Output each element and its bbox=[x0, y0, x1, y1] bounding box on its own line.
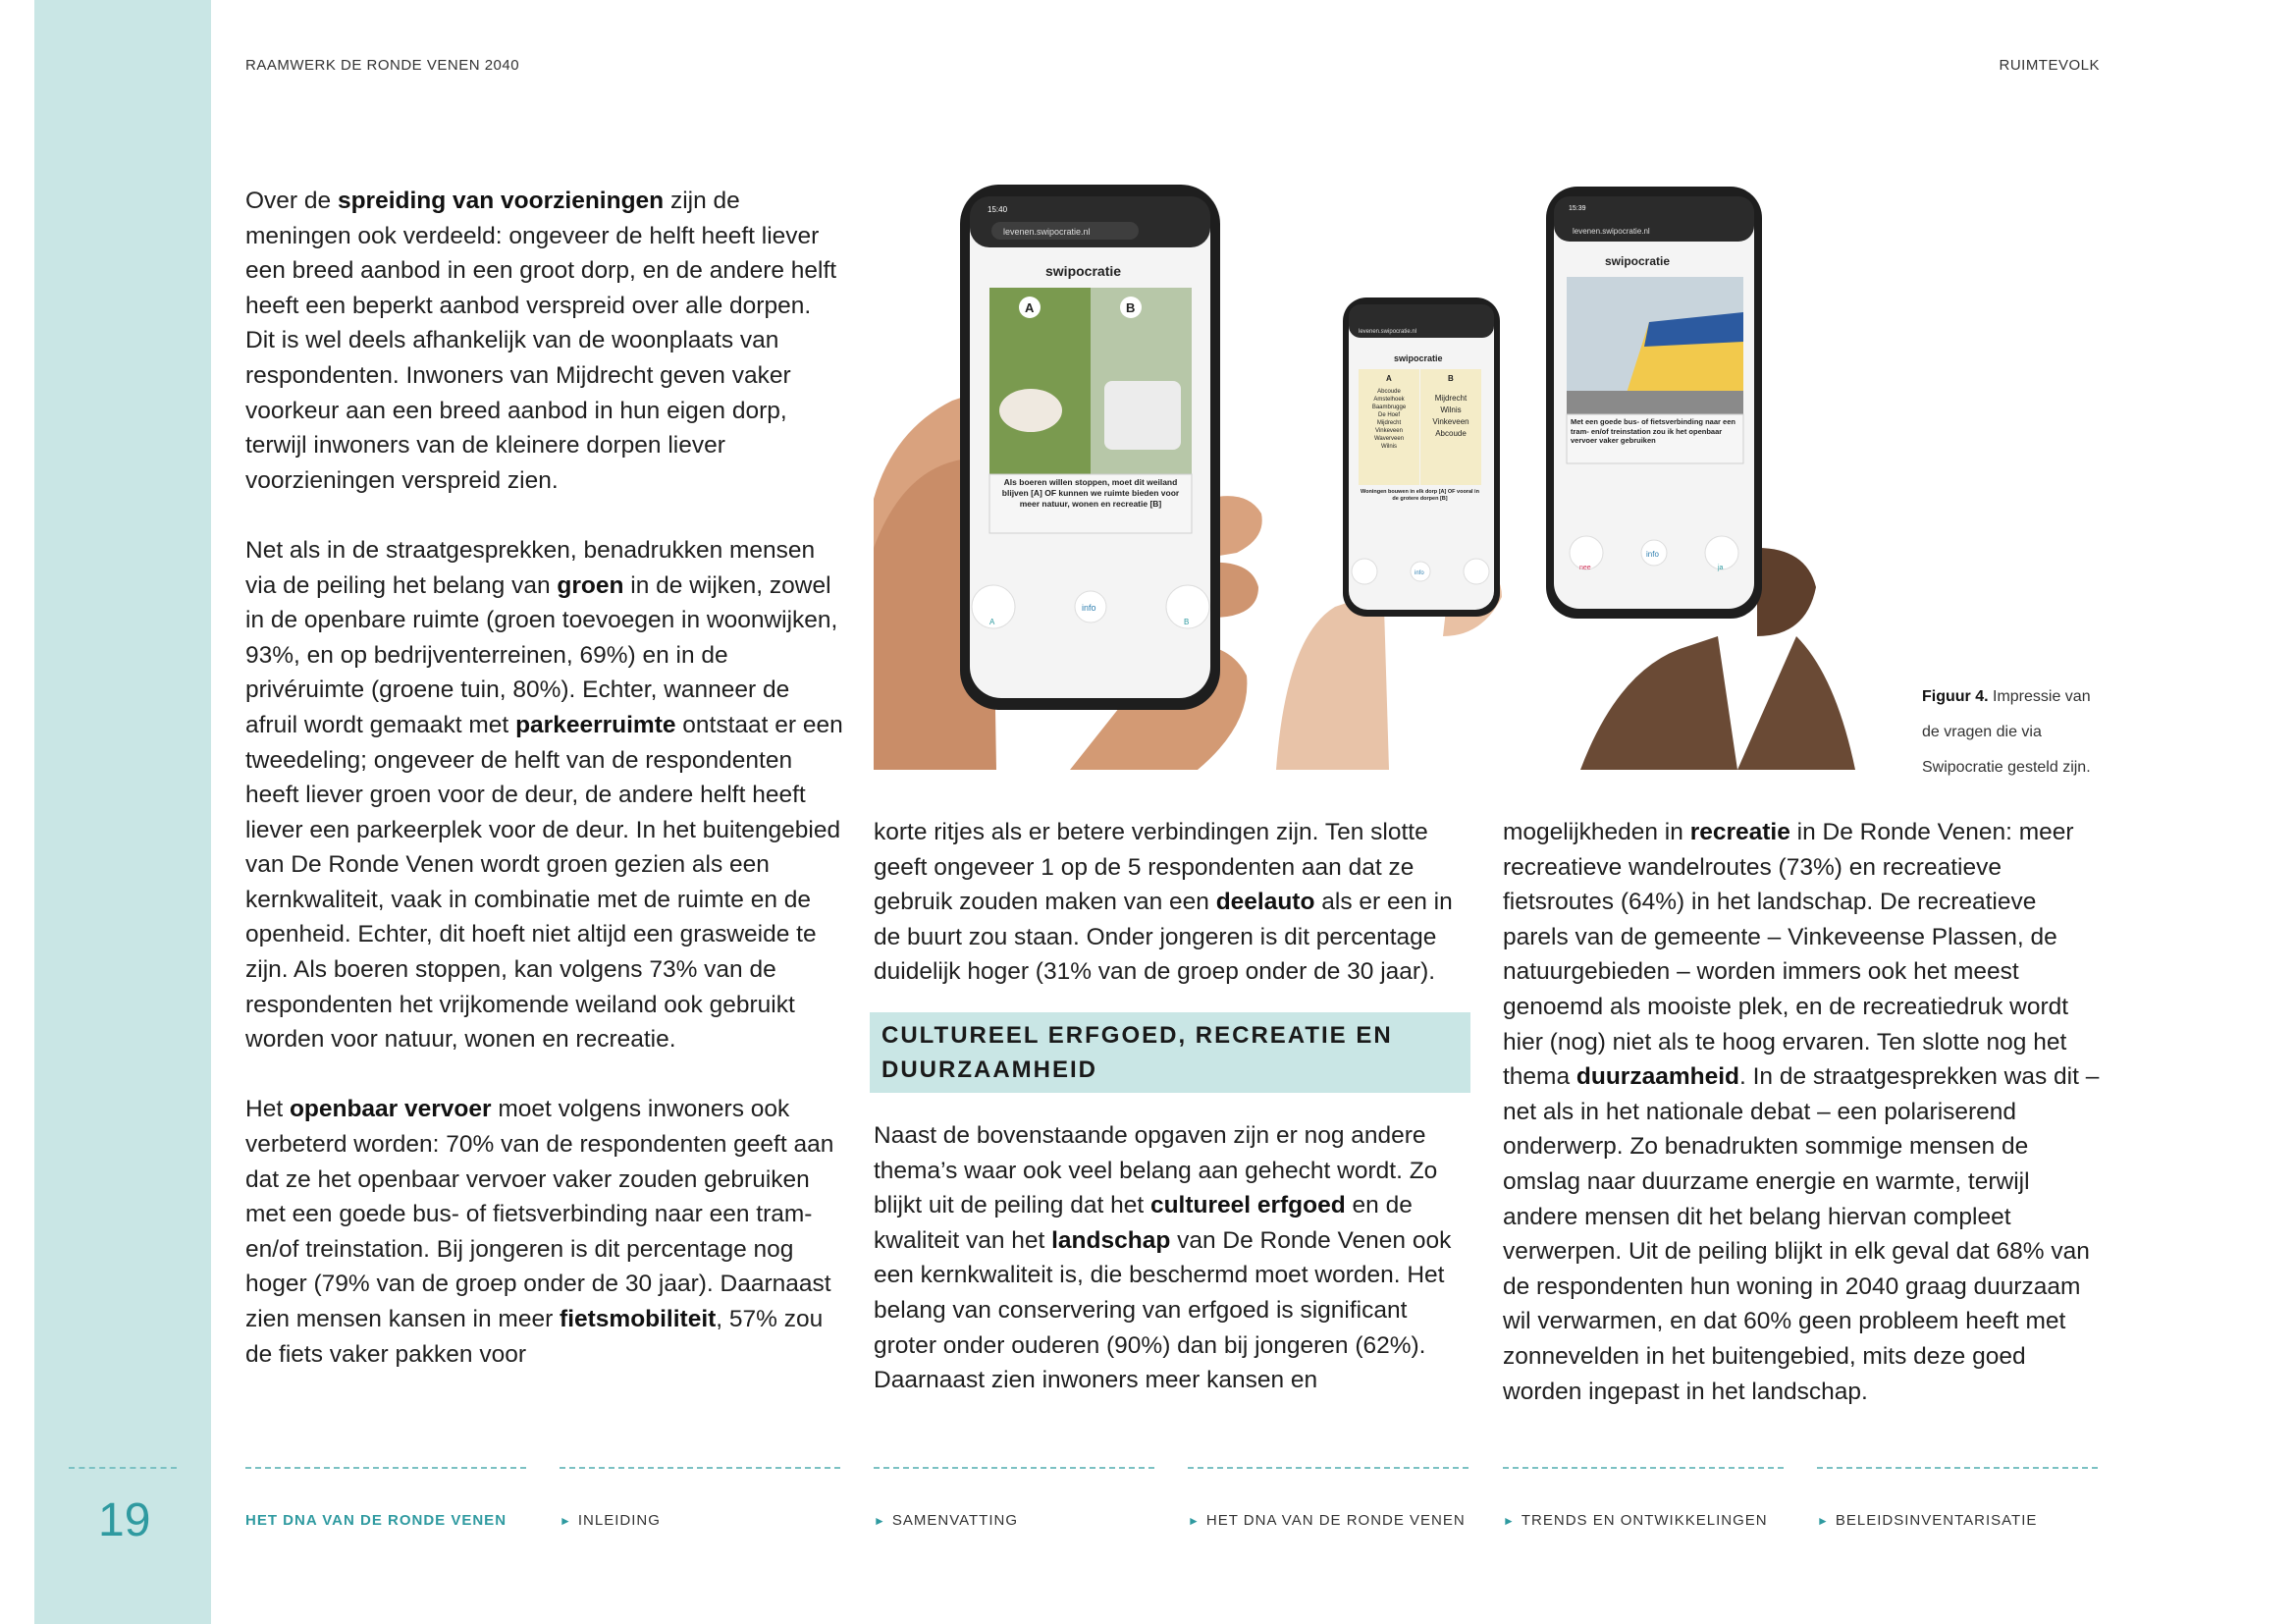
footer-nav-samenvatting[interactable]: ► SAMENVATTING bbox=[874, 1512, 1019, 1529]
footer-rule bbox=[560, 1467, 840, 1469]
running-header-publisher: RUIMTEVOLK bbox=[1999, 57, 2100, 74]
svg-text:info: info bbox=[1646, 550, 1659, 559]
svg-text:A: A bbox=[1386, 374, 1392, 383]
paragraph: mogelijkheden in recreatie in De Ronde Venen: meer recreatieve wandelroutes (73%) en recreatieve fietsroutes (64%) in het landschap. De recreatieve parels van de gemeente – Vinkeveense Plassen, de natuurgebieden – worden immers ook het meest genoemd als mooiste plek, en de recreatiedruk wordt hier (nog) niet als te hoog ervaren. Ten slotte nog het thema duurzaamheid. In de straatgesprekken was dit – net als in het nationale debat – een polariserend onderwerp. Zo benadrukten sommige mensen de omslag naar duurzame energie en warmte, terwijl andere mensen dit het belang hiervan compleet verwerpen. Uit de peiling blijkt in elk geval dat 68% van de respondenten hun woning in 2040 graag duurzaam wil verwarmen, en dat 60% geen probleem heeft met zonnevelden in het buitengebied, mits deze goed worden ingepast in het landschap. bbox=[1503, 819, 2100, 1405]
svg-text:levenen.swipocratie.nl: levenen.swipocratie.nl bbox=[1359, 329, 1417, 335]
svg-text:B: B bbox=[1448, 374, 1454, 383]
svg-text:Abcoude: Abcoude bbox=[1435, 429, 1467, 438]
svg-text:nee: nee bbox=[1579, 565, 1591, 571]
svg-text:ja: ja bbox=[1718, 565, 1724, 571]
svg-text:swipocratie: swipocratie bbox=[1394, 353, 1443, 363]
footer-nav-trends[interactable]: ► TRENDS EN ONTWIKKELINGEN bbox=[1503, 1512, 1768, 1529]
arrow-right-icon: ► bbox=[1817, 1514, 1830, 1528]
svg-text:swipocratie: swipocratie bbox=[1045, 263, 1122, 279]
footer-nav-dna[interactable]: ► HET DNA VAN DE RONDE VENEN bbox=[1188, 1512, 1466, 1529]
svg-text:De Hoef: De Hoef bbox=[1377, 412, 1401, 418]
footer-nav-beleidsinventarisatie[interactable]: ► BELEIDSINVENTARISATIE bbox=[1817, 1512, 2038, 1529]
paragraph: korte ritjes als er betere verbindingen zijn. Ten slotte geeft ongeveer 1 op de 5 respondenten aan dat ze gebruik zouden maken van een deelauto als er een in de buurt zou staan. Onder jongeren is dit percentage duidelijk hoger (31% van de groep onder de 30 jaar). bbox=[874, 819, 1453, 986]
section-heading: CULTUREEL ERFGOED, RECREATIE EN DUURZAAMHEID bbox=[870, 1012, 1470, 1093]
svg-text:levenen.swipocratie.nl: levenen.swipocratie.nl bbox=[1003, 227, 1091, 237]
svg-text:Mijdrecht: Mijdrecht bbox=[1376, 420, 1402, 426]
running-header-title: RAAMWERK DE RONDE VENEN 2040 bbox=[245, 57, 520, 74]
text-column-1 bbox=[245, 184, 844, 1407]
footer-rule bbox=[1817, 1467, 2098, 1469]
arrow-right-icon: ► bbox=[1188, 1514, 1201, 1528]
footer-rule bbox=[245, 1467, 526, 1469]
svg-text:Abcoude: Abcoude bbox=[1377, 389, 1401, 395]
svg-text:info: info bbox=[1082, 603, 1096, 613]
svg-text:Wilnis: Wilnis bbox=[1381, 444, 1397, 450]
svg-text:swipocratie: swipocratie bbox=[1605, 254, 1671, 268]
svg-text:A: A bbox=[1025, 300, 1035, 315]
status-time: 15:40 bbox=[988, 205, 1008, 214]
footer-nav-current-chapter[interactable]: HET DNA VAN DE RONDE VENEN bbox=[245, 1512, 507, 1529]
arrow-right-icon: ► bbox=[1503, 1514, 1516, 1528]
paragraph: Over de spreiding van voorzieningen zijn de meningen ook verdeeld: ongeveer de helft heeft liever een breed aanbod in een groot dorp, en de andere helft heeft een beperkt aanbod verspreid over alle dorpen. Dit is wel deels afhankelijk van de woonplaats van respondenten. Inwoners van Mijdrecht geven vaker voorkeur aan een breed aanbod in hun eigen dorp, terwijl inwoners van de kleinere dorpen liever voorzieningen verspreid zien. bbox=[245, 188, 837, 494]
svg-text:B: B bbox=[1126, 300, 1136, 315]
svg-text:15:39: 15:39 bbox=[1569, 205, 1586, 212]
arrow-right-icon: ► bbox=[874, 1514, 886, 1528]
figure-photo-phones: 15:40 levenen.swipocratie.nl swipocratie A B Als boeren willen stoppen, moet dit weiland blijven [A] OF kunnen we ruimte bieden voor meer natuur, wonen en recreatie [B] A info B levenen.swipocratie.nl swipocratie A B Abcoude Amstelhoek Baambrugge De Hoef Mijdrecht Vinkeveen Waverveen Wilnis Mijdrecht Wilnis Vinkeveen Abcoude Woningen bouwen in elk dorp [A] OF vooral in de grotere dorpen [B] info 15:39 levenen.swipocratie.nl swipocratie Met een goede bus- of fietsverbinding naar een tram- en/of treinstation zou ik het openbaar vervoer vaker gebruiken nee info ja bbox=[874, 175, 1890, 770]
svg-text:Amstelhoek: Amstelhoek bbox=[1373, 397, 1405, 403]
figure-caption: Figuur 4. Impressie van de vragen die via Swipocratie gesteld zijn. bbox=[1922, 688, 2091, 776]
paragraph: Naast de bovenstaande opgaven zijn er nog andere thema’s waar ook veel belang aan gehecht wordt. Zo blijkt uit de peiling dat het cultureel erfgoed en de kwaliteit van het landschap van De Ronde Venen ook een kernkwaliteit is, die beschermd moet worden. Het belang van conservering van erfgoed is significant groter onder ouderen (90%) dan bij jongeren (62%). Daarnaast zien inwoners meer kansen en bbox=[874, 1121, 1452, 1394]
text-column-3 bbox=[1503, 815, 2102, 1444]
text-column-2 bbox=[874, 815, 1472, 1433]
svg-text:levenen.swipocratie.nl: levenen.swipocratie.nl bbox=[1573, 227, 1650, 236]
paragraph: Net als in de straatgesprekken, benadrukken mensen via de peiling het belang van groen in de wijken, zowel in de openbare ruimte (groen toevoegen in woonwijken, 93%, en op bedrijventerreinen, 69%) en in de privéruimte (groene tuin, 80%). Echter, wanneer de afruil wordt gemaakt met parkeerruimte ontstaat er een tweedeling; ongeveer de helft van de respondenten heeft liever groen voor de deur, de andere helft heeft liever een parkeerplek voor de deur. In het buitengebied van De Ronde Venen wordt groen gezien als een kernkwaliteit, vaak in combinatie met de ruimte en de openheid. Echter, dit hoeft niet altijd een grasweide te zijn. Als boeren stoppen, kan volgens 73% van de respondenten het vrijkomende weiland ook gebruikt worden voor natuur, wonen en recreatie. bbox=[245, 536, 843, 1054]
footer-rule bbox=[1188, 1467, 1468, 1469]
page-number-rule bbox=[69, 1467, 177, 1469]
footer-nav-inleiding[interactable]: ► INLEIDING bbox=[560, 1512, 661, 1529]
svg-text:Mijdrecht: Mijdrecht bbox=[1434, 394, 1468, 403]
page-number: 19 bbox=[98, 1494, 151, 1546]
left-margin-band bbox=[34, 0, 211, 1624]
svg-text:Baambrugge: Baambrugge bbox=[1371, 405, 1407, 410]
svg-text:Wilnis: Wilnis bbox=[1440, 406, 1462, 414]
svg-text:A: A bbox=[989, 618, 995, 626]
svg-text:info: info bbox=[1415, 570, 1424, 576]
svg-text:Vinkeveen: Vinkeveen bbox=[1432, 417, 1469, 426]
paragraph: Het openbaar vervoer moet volgens inwoners ook verbeterd worden: 70% van de respondenten geeft aan dat ze het openbaar vervoer vaker zouden gebruiken met een goede bus- of fietsverbinding naar een tram- en/of treinstation. Bij jongeren is dit percentage nog hoger (79% van de groep onder de 30 jaar). Daarnaast zien mensen kansen in meer fietsmobiliteit, 57% zou de fiets vaker pakken voor bbox=[245, 1096, 834, 1368]
footer-rule bbox=[874, 1467, 1154, 1469]
arrow-right-icon: ► bbox=[560, 1514, 572, 1528]
svg-text:Waverveen: Waverveen bbox=[1373, 436, 1405, 442]
footer-rule bbox=[1503, 1467, 1784, 1469]
svg-text:Vinkeveen: Vinkeveen bbox=[1375, 428, 1403, 434]
svg-text:B: B bbox=[1184, 618, 1190, 626]
